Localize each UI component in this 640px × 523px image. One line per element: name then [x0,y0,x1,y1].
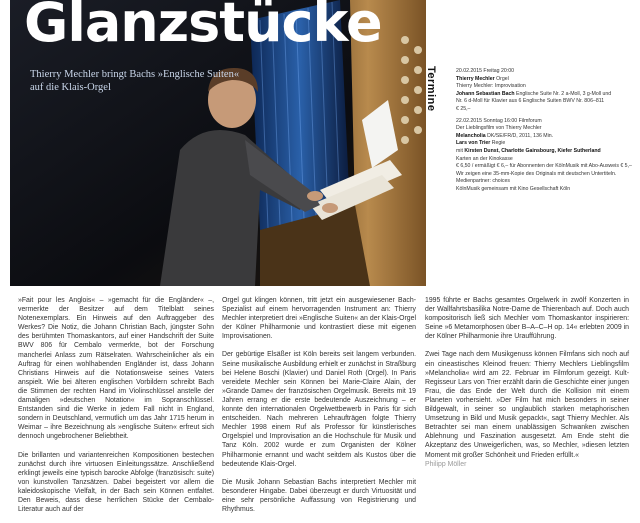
paragraph: Die Musik Johann Sebastian Bachs interpretiert Mechler mit besonderer Hingabe. Dabei überzeugt er durch Virtuosität und eine sehr persönliche Auffassung von Registrierung und Rhythmus. [222,478,416,513]
paragraph: Die brillanten und variantenreichen Kompositionen bestechen zunächst durch ihre virtuosen Einleitungssätze. Anschließend erklingt jeweils eine typisch barocke Abfolge (französisch: suite) von kunstvollen Tanzsätzen. Dabei begeistert vor allem die kaleidoskopische Vielfalt, in der Bach sein Können entfaltet. Den Beweis, dass diese herrlichen Stücke der Cembalo-Literatur auch auf der [18,451,214,514]
termine-heading: Termine [425,66,437,112]
event2-venue: Filmforum [518,117,542,124]
event2-cast-prefix: mit [456,147,463,154]
event2-director-line [456,140,636,148]
event1-performer-line [456,76,636,84]
event2-tickets-2: € 6,50 / ermäßigt € 6,– für Abonnenten der KölnMusik mit Abo-Ausweis € 5,– [456,163,632,170]
paragraph [425,350,629,468]
event1-performer-role: Orgel [496,75,509,82]
organist-photo [10,0,426,286]
event2-datetime: 22.02.2015 Sonntag 16:00 [456,117,518,124]
event2-tickets-1: Karten an der Kinokasse [456,155,513,162]
event1-performer: Thierry Mechler [456,75,495,82]
event1-composer: Johann Sebastian Bach [456,90,515,97]
event1-works-1: Englische Suite Nr. 2 a-Moll, 3 g-Moll und [515,90,612,97]
event1-price: € 25,– [456,105,471,112]
author-name: Philipp Möller [425,460,467,468]
event2-film-info: DK/SE/FR/D, 2011, 136 Min. [487,132,554,139]
event2-cast-line [456,148,636,156]
event2-director: Lars von Trier [456,140,491,147]
text-column-3 [425,296,629,478]
event1-program-title: Thierry Mechler: Improvisation [456,83,526,90]
event2-director-role: Regie [491,140,506,147]
event1-works-2: Nr. 6 d-Moll für Klavier aus 6 Englische Suiten BWV Nr. 806–811 [456,98,605,105]
event1-works-line [456,91,636,99]
termine-list [456,68,636,194]
subline: Thierry Mechler bringt Bachs »Englische Suiten« auf die Klais-Orgel [30,69,240,93]
paragraph: Der gebürtige Elsäßer ist Köln bereits seit langem verbunden. Seine musikalische Ausbildung erhielt er zunächst in Straßburg bei Helene Boschi (Klavier) und Daniel Roth (Orgel). In Paris vereidete Mechler sein Können bei Marie-Claire Alain, der »Grande Dame« der französischen Orgelmusik. Bereits mit 19 Jahren errang er die erste bedeutende Auszeichnung – er konnte den internationalen Orgelwettbewerb in Paris für sich entscheiden. Nach mehreren Lehraufträgen folgte Thierry Mechler 1998 einem Ruf als Professor für künstlerisches Orgelspiel und Improvisation an die Hochschule für Musik und Tanz Köln. 2002 wurde er zum Organisten der Kölner Philharmonie ernannt und wacht seitdem als Kustos über die bedeutende Klais-Orgel. [222,351,416,468]
text-column-2 [222,296,416,523]
event2-cooperation: KölnMusik gemeinsam mit Kino Gesellschaft Köln [456,185,571,192]
event2-datetime-line [456,118,636,126]
event1-datetime: 20.02.2015 Freitag 20:00 [456,68,514,74]
paragraph-text: Zwei Tage nach dem Musikgenuss können Filmfans sich noch auf ein cineastisches Kleinod freuen: Thierry Mechlers Lieblingsfilm »Melancholia« wird am 22. Februar im Filmforum gezeigt. Kult-Regisseur Lars von Trier erzählt darin die Geschichte einer jungen Frau, die das Ende der Welt durch die Kollision mit einem Planeten vorhersieht. »Der Film hat mich besonders in seiner Bildgewalt, in seiner so unglaublich starken metaphorischen Umsetzung in Bild und Musik gepackt«, sagt Thierry Mechler. Als Betrachter sei man einem unablässigen Schwanken zwischen Ablehnung und Faszination ausgesetzt. Am Ende steht die Akzeptanz des Unweigerlichen, was, so Mechler, »diesen letzten Moment mit großer Schönheit und Frieden erfüllt.« [425,351,629,459]
event2-film-line [456,133,636,141]
event2-note: Wir zeigen eine 35-mm-Kopie des Originals mit deutschen Untertiteln. [456,170,617,177]
event2-partner: Medienpartner: choices [456,178,510,185]
event2-film: Melancholia [456,132,486,139]
paragraph: »Fait pour les Anglois« – »gemacht für die Engländer« –, vermerkte der Besitzer auf dem Titelblatt seines Notenexemplars. Ein Hinweis auf den Auftraggeber des Werkes? Die Notiz, die Johann Christian Bach, jüngster Sohn des berühmten Thomaskantors, auf einer Handschrift der Suite BWV 806 für Cembalo vermerkte, bot der Forschung mancherlei Anlass zum Rätselraten. Wahrscheinlicher als ein Auftrag für einen wohlhabenden Engländer ist, dass Johann Christians Hinweis auf die Notationsweise seines Vaters anspielt. Wie bei älteren englischen Vorbildern schreibt Bach die Stimmen der rechten Hand im Violinschlüssel anstelle der damaligen »deutschen Notation« im Sopranschlüssel. Entstanden sind die Werke in jedem Fall nicht in England, sondern in Deutschland, vermutlich um das Jahr 1715 herum in Weimar – ihre Bezeichnung als »englische Suiten« erfreut sich dennoch ungebrochener Beliebtheit. [18,297,214,441]
paragraph: Orgel gut klingen können, tritt jetzt ein ausgewiesener Bach-Spezialist auf einem hervorragenden Instrument an: Thierry Mechler interpretiert drei »Englische Suiten« an der Klais-Orgel der Kölner Philharmonie und kontrastiert diese mit eigenen Improvisationen. [222,297,416,341]
headline: Glanzstücke [24,0,382,54]
event2-intro: Der Lieblingsfilm von Thierry Mechler [456,125,542,132]
paragraph: 1995 führte er Bachs gesamtes Orgelwerk in zwölf Konzerten in der Wallfahrtsbasilika Notre-Dame de Thierenbach auf. Doch auch kompositorisch ließ sich Mechler vom Thomaskantor inspirieren: Seine »6 Metamorphosen über B–A–C–H op. 14« erlebten 2009 in der Kölner Philharmonie ihre Uraufführung. [425,297,629,341]
text-column-1 [18,296,214,523]
event2-cast: Kirsten Dunst, Charlotte Gainsbourg, Kiefer Sutherland [464,147,601,154]
